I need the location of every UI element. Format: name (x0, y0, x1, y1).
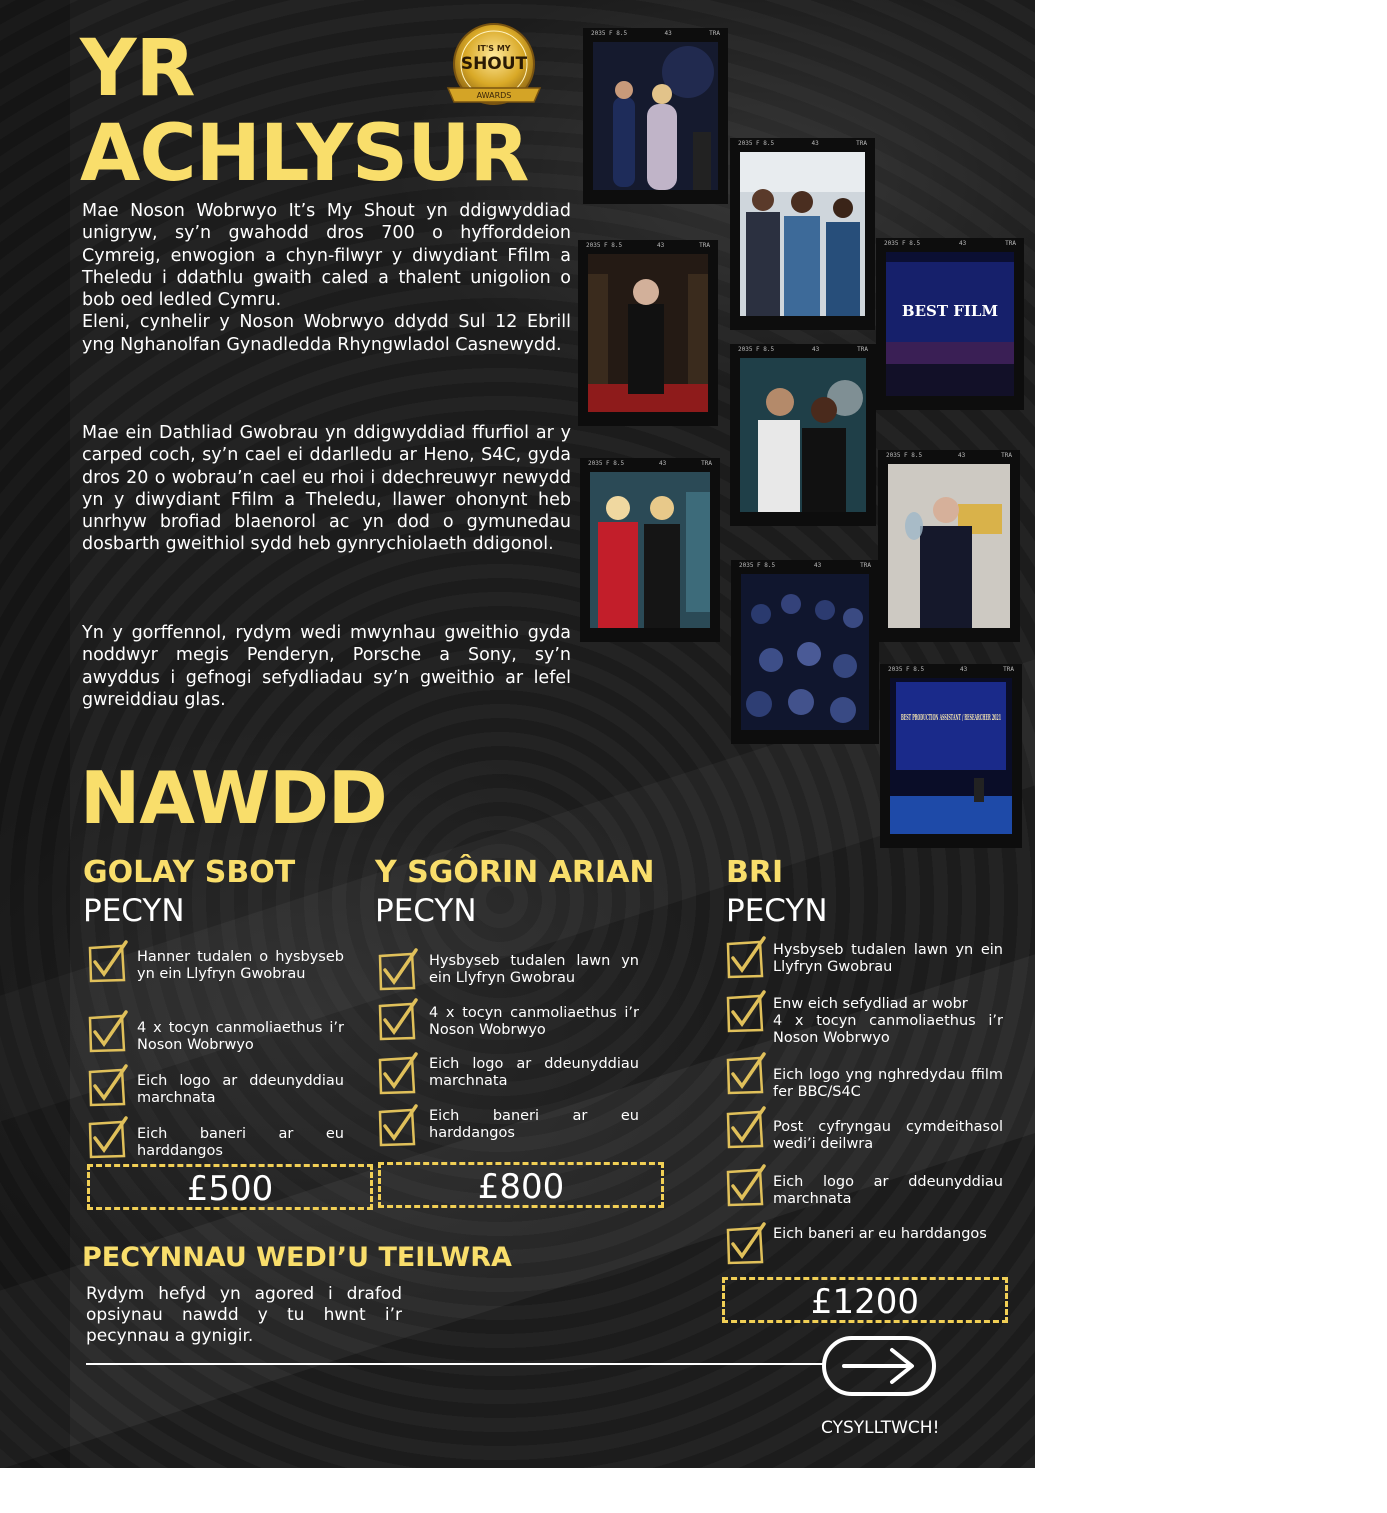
film-edge-label: 2035 F 8.5 43 TRA (591, 30, 720, 37)
photo-audience (731, 560, 879, 744)
film-edge-label: 2035 F 8.5 43 TRA (886, 452, 1012, 459)
film-edge-label: 2035 F 8.5 43 TRA (888, 666, 1014, 673)
contact-arrow-button[interactable] (822, 1336, 936, 1396)
sponsorship-title: NAWDD (80, 756, 387, 840)
package-item: Eich logo yng nghredydau ffilm fer BBC/S4C (773, 1067, 1003, 1100)
film-edge-label: 2035 F 8.5 43 TRA (739, 562, 871, 569)
package-item: Eich baneri ar eu harddangos (429, 1108, 639, 1141)
svg-text:BEST FILM: BEST FILM (901, 302, 999, 320)
svg-text:IT'S MY: IT'S MY (477, 44, 511, 53)
package-item: Hanner tudalen o hysbyseb yn ein Llyfryn Gwobrau (137, 949, 344, 982)
film-edge-label: 2035 F 8.5 43 TRA (884, 240, 1016, 247)
checkbox-tick-icon (724, 1104, 768, 1150)
checkbox-tick-icon (724, 1162, 768, 1208)
package-item: Eich baneri ar eu harddangos (137, 1126, 344, 1159)
package-item: Eich logo ar ddeunyddiau marchnata (137, 1073, 344, 1106)
package-item: Hysbyseb tudalen lawn yn ein Llyfryn Gwobrau (429, 953, 639, 986)
photo-man-with-award (878, 450, 1020, 642)
package-item: Eich logo ar ddeunyddiau marchnata (429, 1056, 639, 1089)
checkbox-tick-icon (86, 1008, 130, 1054)
package-item: 4 x tocyn canmoliaethus i’r Noson Wobrwyo (429, 1005, 639, 1038)
heading-line-2: ACHLYSUR (80, 109, 529, 199)
tailored-packages-body: Rydym hefyd yn agored i drafod opsiynau nawdd y tu hwnt i’r pecynnau a gynigir. (86, 1284, 402, 1346)
photo-two-women-award (580, 458, 720, 642)
presenters-image (593, 42, 718, 190)
audience-image (741, 574, 869, 730)
photo-man-red-carpet (578, 240, 718, 426)
package-column-bri (726, 855, 828, 929)
film-edge-label: 2035 F 8.5 43 TRA (586, 242, 710, 249)
package-item: Eich logo ar ddeunyddiau marchnata (773, 1174, 1003, 1207)
package-label: PECYN (83, 893, 185, 929)
package-column-y-sgorin-arian (375, 855, 655, 929)
checkbox-tick-icon (724, 1050, 768, 1096)
svg-text:AWARDS: AWARDS (476, 91, 512, 100)
checkbox-tick-icon (724, 934, 768, 980)
tailored-packages-title: PECYNNAU WEDI’U TEILWRA (82, 1242, 512, 1273)
svg-text:SHOUT: SHOUT (460, 54, 528, 74)
checkbox-tick-icon (376, 1050, 420, 1096)
checkbox-tick-icon (724, 1220, 768, 1266)
checkbox-tick-icon (376, 946, 420, 992)
package-item: Enw eich sefydliad ar wobr 4 x tocyn canmoliaethus i’r Noson Wobrwyo (773, 996, 1003, 1046)
package-name: BRI (726, 855, 784, 890)
photo-best-film-stage (876, 238, 1024, 410)
photo-two-men (730, 344, 876, 526)
photo-stage-screen (880, 664, 1022, 848)
film-edge-label: 2035 F 8.5 43 TRA (588, 460, 712, 467)
best-film-stage-image (886, 252, 1014, 396)
contact-label[interactable]: CYSYLLTWCH! (821, 1418, 940, 1438)
package-name: GOLAY SBOT (83, 855, 296, 890)
two-men-image (740, 358, 866, 512)
checkbox-tick-icon (86, 1062, 130, 1108)
three-women-image (740, 152, 865, 316)
price-box-bri: £1200 (722, 1277, 1008, 1323)
man-award-image (888, 464, 1010, 628)
package-column-golay-sbot (83, 855, 296, 929)
package-item: Post cyfryngau cymdeithasol wedi’i deilwra (773, 1119, 1003, 1152)
checkbox-tick-icon (376, 996, 420, 1042)
film-edge-label: 2035 F 8.5 43 TRA (738, 140, 867, 147)
heading-line-1: YR (80, 24, 195, 114)
price-box-y-sgorin-arian: £800 (378, 1162, 664, 1208)
photo-three-women (730, 138, 875, 330)
checkbox-tick-icon (86, 938, 130, 984)
package-item: Hysbyseb tudalen lawn yn ein Llyfryn Gwobrau (773, 942, 1003, 975)
red-carpet-image (588, 254, 708, 412)
checkbox-tick-icon (376, 1102, 420, 1148)
package-item: 4 x tocyn canmoliaethus i’r Noson Wobrwyo (137, 1020, 344, 1053)
divider-line (86, 1363, 824, 1365)
intro-paragraph-3: Yn y gorffennol, rydym wedi mwynhau gweithio gyda noddwyr megis Penderyn, Porsche a Sony, sy’n awyddus i gefnogi sefydliadau sy’n gweithio ar lefel gwreiddiau glas. (82, 623, 571, 710)
intro-paragraph-1: Mae Noson Wobrwyo It’s My Shout yn ddigwyddiad unigryw, sy’n gwahodd dros 700 o hyfforddeion Cymreig, enwogion a chyn-filwyr y diwydiant Ffilm a Theledu i ddathlu gwaith caled a thalent unigolion o bob oed ledled Cymru. Eleni, cynhelir y Noson Wobrwyo ddydd Sul 12 Ebrill yng Nghanolfan Gynadledda Rhyngwladol Casnewydd. (82, 201, 571, 355)
intro-paragraph-2: Mae ein Dathliad Gwobrau yn ddigwyddiad ffurfiol ar y carped coch, sy’n cael ei ddarlledu ar Heno, S4C, gyda dros 20 o wobrau’n cael eu rhoi i ddechreuwyr newydd yn y diwydiant Ffilm a Theledu, llawer ohonynt heb unrhyw brofiad blaenorol ac yn dod o gymunedau dosbarth gweithiol sydd heb gynrychiolaeth ddigonol. (82, 423, 571, 555)
two-women-image (590, 472, 710, 628)
package-label: PECYN (375, 893, 477, 929)
its-my-shout-awards-logo (444, 22, 544, 110)
package-name: Y SGÔRIN ARIAN (375, 855, 655, 890)
svg-text:BEST PRODUCTION ASSISTANT / RE: BEST PRODUCTION ASSISTANT / RESEARCHER 2021 (901, 712, 1001, 722)
left-shadow-strip (0, 0, 70, 1468)
photo-presenters-on-stage (583, 28, 728, 204)
arrow-right-icon (826, 1340, 932, 1392)
price-box-golay-sbot: £500 (87, 1164, 373, 1210)
checkbox-tick-icon (86, 1114, 130, 1160)
checkbox-tick-icon (724, 988, 768, 1034)
stage-screen-image (890, 678, 1012, 834)
film-edge-label: 2035 F 8.5 43 TRA (738, 346, 868, 353)
package-label: PECYN (726, 893, 828, 929)
package-item: Eich baneri ar eu harddangos (773, 1226, 987, 1242)
